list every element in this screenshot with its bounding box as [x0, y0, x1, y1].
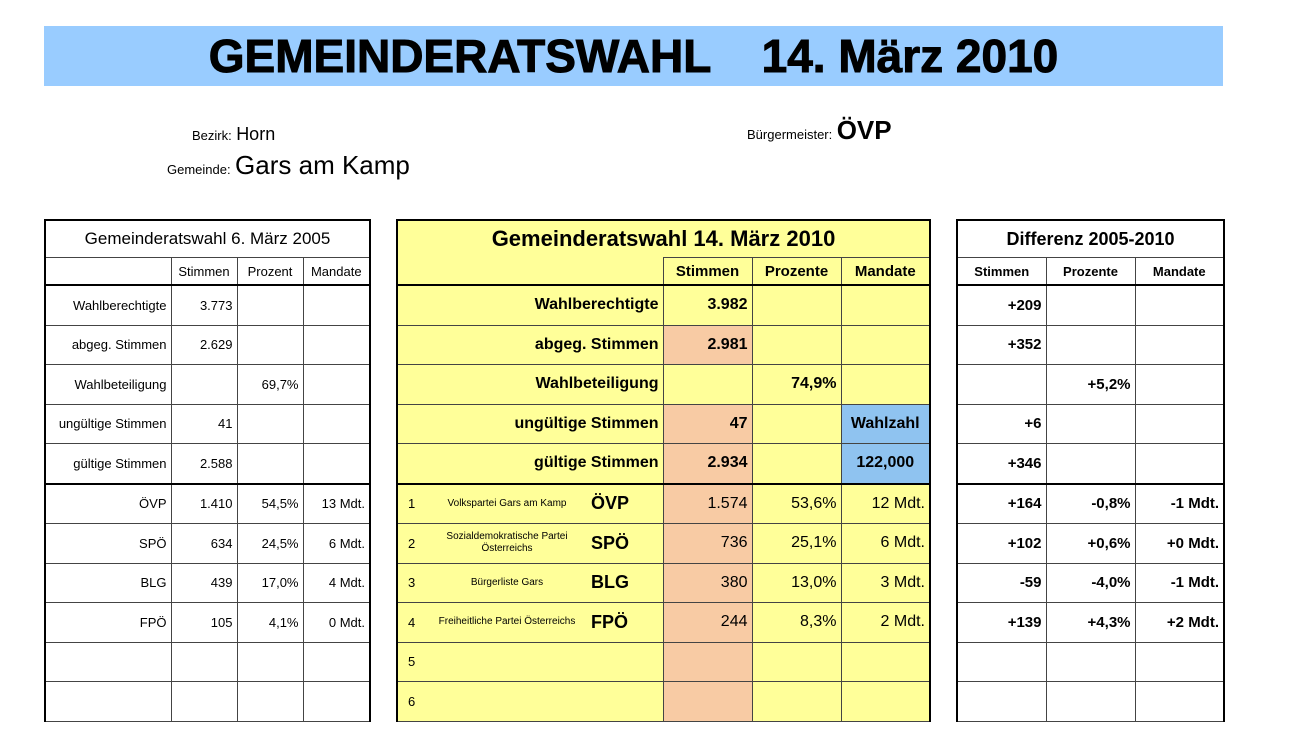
prozent-cell: 54,5%	[237, 484, 303, 524]
row-label: abgeg. Stimmen	[45, 325, 171, 365]
stimmen-cell: 380	[663, 563, 752, 603]
stimmen-cell: 3.773	[171, 285, 237, 325]
mandate-cell	[841, 642, 930, 682]
mandate-cell	[841, 285, 930, 325]
party-abbr	[587, 682, 663, 722]
stat-row	[45, 404, 370, 444]
mandate-cell	[1135, 404, 1224, 444]
mandate-cell	[303, 404, 370, 444]
mandate-cell	[1135, 365, 1224, 405]
stimmen-cell: 634	[171, 524, 237, 564]
title-banner	[44, 26, 1223, 86]
party-name: Freiheitliche Partei Österreichs	[427, 603, 587, 643]
col-header: Stimmen	[171, 258, 237, 286]
party-label: ÖVP	[45, 484, 171, 524]
page-title: GEMEINDERATSWAHL 14. März 2010	[208, 30, 1059, 82]
prozent-cell: +5,2%	[1046, 365, 1135, 405]
mandate-cell	[841, 325, 930, 365]
mandate-cell: -1 Mdt.	[1135, 563, 1224, 603]
stimmen-cell	[957, 682, 1046, 722]
party-name	[427, 682, 587, 722]
party-label	[45, 682, 171, 722]
stat-row	[45, 325, 370, 365]
row-label: gültige Stimmen	[45, 444, 171, 484]
col-header: Prozente	[1046, 258, 1135, 286]
prozent-cell: 24,5%	[237, 524, 303, 564]
stimmen-cell: 2.934	[663, 444, 752, 484]
stat-row	[957, 404, 1224, 444]
party-row	[397, 682, 930, 722]
mandate-cell	[303, 325, 370, 365]
prozent-cell	[237, 444, 303, 484]
party-row	[45, 563, 370, 603]
stat-row	[397, 285, 930, 325]
row-label: abgeg. Stimmen	[397, 325, 663, 365]
prozent-cell	[752, 285, 841, 325]
party-row	[45, 642, 370, 682]
mandate-cell	[1135, 642, 1224, 682]
mandate-cell	[1135, 444, 1224, 484]
row-label: Wahlbeteiligung	[397, 365, 663, 405]
row-label: ungültige Stimmen	[397, 404, 663, 444]
stimmen-cell: +139	[957, 603, 1046, 643]
party-label	[45, 642, 171, 682]
gemeinde-label: Gemeinde:	[167, 162, 231, 177]
mandate-cell	[1135, 682, 1224, 722]
stimmen-cell: 2.588	[171, 444, 237, 484]
party-row	[397, 642, 930, 682]
party-row	[957, 642, 1224, 682]
stimmen-cell: 105	[171, 603, 237, 643]
party-number: 2	[397, 524, 427, 564]
party-row	[45, 603, 370, 643]
gemeinde-value: Gars am Kamp	[235, 150, 410, 180]
party-number: 6	[397, 682, 427, 722]
stimmen-cell: 2.981	[663, 325, 752, 365]
stimmen-cell	[171, 365, 237, 405]
stat-row	[397, 365, 930, 405]
stimmen-cell: 3.982	[663, 285, 752, 325]
buergermeister-line	[747, 115, 892, 146]
party-row	[397, 524, 930, 564]
stat-row	[397, 444, 930, 484]
difference-table	[956, 219, 1225, 722]
row-label: gültige Stimmen	[397, 444, 663, 484]
party-row	[957, 563, 1224, 603]
mandate-cell: +2 Mdt.	[1135, 603, 1224, 643]
party-abbr: BLG	[587, 563, 663, 603]
prozent-cell: 25,1%	[752, 524, 841, 564]
stimmen-cell: -59	[957, 563, 1046, 603]
mandate-cell	[303, 444, 370, 484]
mandate-cell	[303, 682, 370, 722]
party-row	[45, 484, 370, 524]
mandate-cell	[303, 642, 370, 682]
row-label: Wahlberechtigte	[397, 285, 663, 325]
mandate-cell: 12 Mdt.	[841, 484, 930, 524]
stat-row	[397, 404, 930, 444]
stimmen-cell	[171, 682, 237, 722]
stimmen-cell: 41	[171, 404, 237, 444]
mandate-cell	[841, 682, 930, 722]
prozent-cell	[237, 642, 303, 682]
party-abbr: ÖVP	[587, 484, 663, 524]
party-abbr: SPÖ	[587, 524, 663, 564]
party-row	[957, 603, 1224, 643]
stat-row	[45, 285, 370, 325]
table-title: Gemeinderatswahl 14. März 2010	[397, 220, 930, 258]
party-abbr: FPÖ	[587, 603, 663, 643]
prozent-cell: 4,1%	[237, 603, 303, 643]
prozent-cell: 69,7%	[237, 365, 303, 405]
party-row	[397, 484, 930, 524]
prozent-cell	[237, 285, 303, 325]
stimmen-cell: 439	[171, 563, 237, 603]
stat-row	[957, 444, 1224, 484]
prozent-cell: +4,3%	[1046, 603, 1135, 643]
mandate-cell	[1135, 285, 1224, 325]
mandate-cell: 4 Mdt.	[303, 563, 370, 603]
party-name: Sozialdemokratische Partei Österreichs	[427, 524, 587, 564]
wahlzahl-value: 122,000	[841, 444, 930, 484]
party-label: FPÖ	[45, 603, 171, 643]
prozent-cell: 13,0%	[752, 563, 841, 603]
party-number: 4	[397, 603, 427, 643]
prozent-cell	[1046, 285, 1135, 325]
stimmen-cell	[663, 365, 752, 405]
stimmen-cell: +102	[957, 524, 1046, 564]
stimmen-cell: 2.629	[171, 325, 237, 365]
stimmen-cell: 1.410	[171, 484, 237, 524]
results-2010-table	[396, 219, 931, 722]
mandate-cell: +0 Mdt.	[1135, 524, 1224, 564]
row-label: Wahlberechtigte	[45, 285, 171, 325]
bezirk-label: Bezirk:	[192, 128, 232, 143]
party-row	[397, 603, 930, 643]
stat-row	[957, 365, 1224, 405]
mandate-cell: 3 Mdt.	[841, 563, 930, 603]
party-name: Bürgerliste Gars	[427, 563, 587, 603]
party-number: 1	[397, 484, 427, 524]
party-number: 5	[397, 642, 427, 682]
party-row	[957, 682, 1224, 722]
party-name	[427, 642, 587, 682]
col-header: Prozente	[752, 258, 841, 286]
bezirk-value: Horn	[236, 124, 276, 144]
stimmen-cell	[663, 682, 752, 722]
party-row	[957, 484, 1224, 524]
mandate-cell: 2 Mdt.	[841, 603, 930, 643]
stimmen-cell: +6	[957, 404, 1046, 444]
row-label: ungültige Stimmen	[45, 404, 171, 444]
party-label: BLG	[45, 563, 171, 603]
stat-row	[957, 285, 1224, 325]
stimmen-cell: 736	[663, 524, 752, 564]
party-row	[957, 524, 1224, 564]
mandate-cell: 13 Mdt.	[303, 484, 370, 524]
prozent-cell	[752, 682, 841, 722]
prozent-cell	[1046, 404, 1135, 444]
stimmen-cell	[663, 642, 752, 682]
col-header: Stimmen	[957, 258, 1046, 286]
col-header: Mandate	[841, 258, 930, 286]
stimmen-cell: 47	[663, 404, 752, 444]
bezirk-line	[192, 124, 275, 145]
buergermeister-label: Bürgermeister:	[747, 127, 833, 142]
stimmen-cell: +352	[957, 325, 1046, 365]
prozent-cell	[752, 404, 841, 444]
header-empty	[45, 258, 171, 286]
party-name: Volkspartei Gars am Kamp	[427, 484, 587, 524]
prozent-cell	[1046, 325, 1135, 365]
mandate-cell	[841, 365, 930, 405]
party-row	[397, 563, 930, 603]
party-abbr	[587, 642, 663, 682]
prozent-cell	[752, 444, 841, 484]
prozent-cell: 17,0%	[237, 563, 303, 603]
col-header: Stimmen	[663, 258, 752, 286]
party-row	[45, 524, 370, 564]
mandate-cell	[303, 365, 370, 405]
prozent-cell: +0,6%	[1046, 524, 1135, 564]
prozent-cell	[752, 325, 841, 365]
prozent-cell	[237, 682, 303, 722]
party-label: SPÖ	[45, 524, 171, 564]
prozent-cell: -0,8%	[1046, 484, 1135, 524]
prozent-cell	[1046, 682, 1135, 722]
col-header: Mandate	[303, 258, 370, 286]
mandate-cell: 0 Mdt.	[303, 603, 370, 643]
prozent-cell	[752, 642, 841, 682]
table-title: Differenz 2005-2010	[957, 220, 1224, 258]
stat-row	[957, 325, 1224, 365]
stimmen-cell: +209	[957, 285, 1046, 325]
stimmen-cell	[957, 642, 1046, 682]
mandate-cell	[303, 285, 370, 325]
prozent-cell: 8,3%	[752, 603, 841, 643]
stat-row	[45, 444, 370, 484]
prozent-cell	[237, 325, 303, 365]
party-number: 3	[397, 563, 427, 603]
prozent-cell: -4,0%	[1046, 563, 1135, 603]
prozent-cell	[1046, 444, 1135, 484]
buergermeister-value: ÖVP	[836, 115, 892, 145]
prozent-cell	[1046, 642, 1135, 682]
mandate-cell: 6 Mdt.	[841, 524, 930, 564]
stat-row	[45, 365, 370, 405]
stimmen-cell	[171, 642, 237, 682]
header-empty	[397, 258, 663, 286]
table-title: Gemeinderatswahl 6. März 2005	[45, 220, 370, 258]
prozent-cell	[237, 404, 303, 444]
mandate-cell: -1 Mdt.	[1135, 484, 1224, 524]
stimmen-cell: 244	[663, 603, 752, 643]
row-label: Wahlbeteiligung	[45, 365, 171, 405]
mandate-cell: 6 Mdt.	[303, 524, 370, 564]
results-2005-table	[44, 219, 371, 722]
stimmen-cell: 1.574	[663, 484, 752, 524]
mandate-cell	[1135, 325, 1224, 365]
wahlzahl-label: Wahlzahl	[841, 404, 930, 444]
stimmen-cell	[957, 365, 1046, 405]
col-header: Mandate	[1135, 258, 1224, 286]
col-header: Prozent	[237, 258, 303, 286]
prozent-cell: 53,6%	[752, 484, 841, 524]
stimmen-cell: +346	[957, 444, 1046, 484]
stimmen-cell: +164	[957, 484, 1046, 524]
prozent-cell: 74,9%	[752, 365, 841, 405]
gemeinde-line	[167, 150, 410, 181]
party-row	[45, 682, 370, 722]
stat-row	[397, 325, 930, 365]
